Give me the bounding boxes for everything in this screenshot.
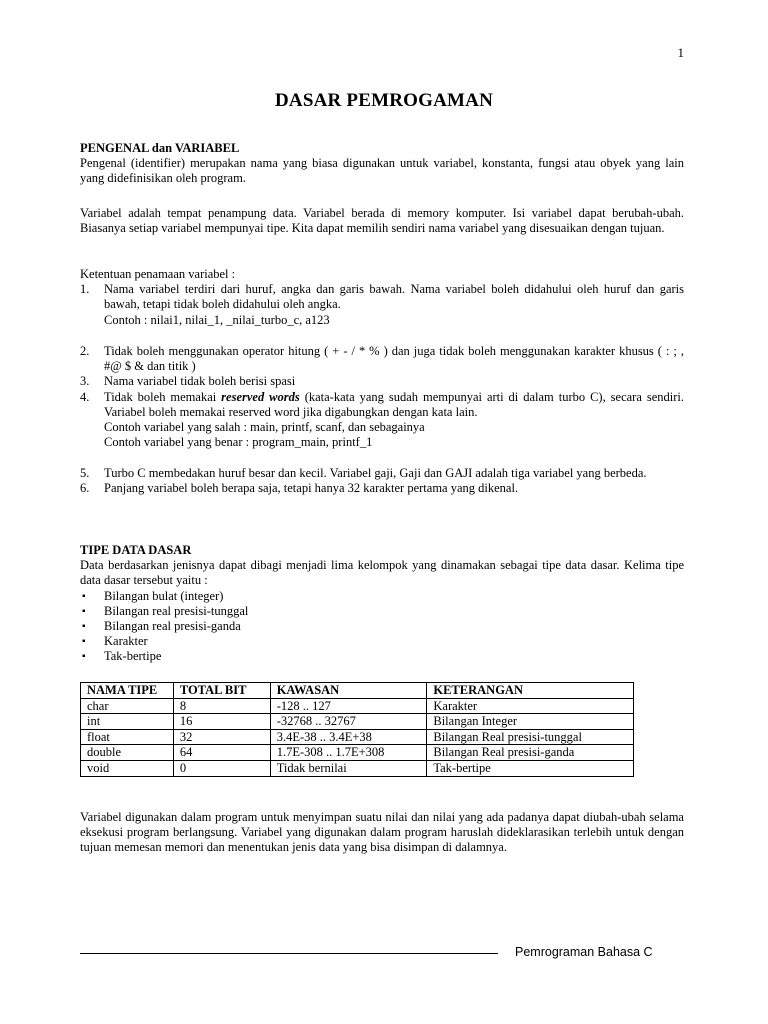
rules-intro: Ketentuan penamaan variabel : [80,267,236,281]
list-item: 4. Tidak boleh memakai reserved words (kata-kata yang sudah mempunyai arti di dalam turbo C), secara sendiri. Variabel boleh memakai reserved word jika digabungkan dengan kata lain. Contoh variabel yang salah : main, printf, scanf, dan sebagainya Contoh variabel yang benar : program_main, printf_1 [80,389,684,450]
list-item: ▪ Karakter [82,634,148,649]
column-header: TOTAL BIT [173,683,270,699]
bullet-icon: ▪ [82,651,86,663]
reserved-words-emphasis: reserved words [221,389,300,404]
list-item: ▪ Bilangan real presisi-ganda [82,619,241,634]
list-item: 6. Panjang variabel boleh berapa saja, tetapi hanya 32 karakter pertama yang dikenal. [80,481,519,496]
paragraph-variabel: Variabel adalah tempat penampung data. Variabel berada di memory komputer. Isi variabel dapat berubah-ubah. Biasanya setiap variabel mempunyai tipe. Kita dapat memilih sendiri nama variabel yang disesuaikan dengan tujuan. [80,206,684,236]
bullet-icon: ▪ [82,636,86,648]
list-item: 3. Nama variabel tidak boleh berisi spasi [80,374,296,389]
page-title: DASAR PEMROGAMAN [275,90,493,111]
bullet-icon: ▪ [82,590,86,602]
list-item: 1. Nama variabel terdiri dari huruf, angka dan garis bawah. Nama variabel boleh didahului oleh huruf dan garis bawah, tetapi tidak boleh didahului oleh angka. Contoh : nilai1, nilai_1, _nilai_turbo_c, a123 [80,282,684,327]
section-heading: PENGENAL dan VARIABEL [80,141,240,155]
rules-list-end [80,466,684,496]
table-row: void 0 Tidak bernilai Tak-bertipe [81,760,634,776]
list-item: ▪ Bilangan real presisi-tunggal [82,603,249,618]
table-row: int 16 -32768 .. 32767 Bilangan Integer [81,714,634,730]
bullet-icon: ▪ [82,621,86,633]
section-tipe-data [80,543,684,665]
paragraph-pengenal: Pengenal (identifier) merupakan nama yang biasa digunakan untuk variabel, konstanta, fungsi atau obyek yang lain yang didefinisikan oleh program. [80,156,684,186]
table-header-row [81,683,634,699]
table-row: double 64 1.7E-308 .. 1.7E+308 Bilangan Real presisi-ganda [81,745,634,761]
table-row: float 32 3.4E-38 .. 3.4E+38 Bilangan Real presisi-tunggal [81,729,634,745]
bullet-icon: ▪ [82,605,86,617]
column-header: NAMA TIPE [81,683,174,699]
footer-title: Pemrograman Bahasa C [515,945,653,959]
section-pengenal-variabel [80,141,684,187]
table-row: char 8 -128 .. 127 Karakter [81,698,634,714]
column-header: KETERANGAN [427,683,634,699]
list-item: 5. Turbo C membedakan huruf besar dan kecil. Variabel gaji, Gaji dan GAJI adalah tiga variabel yang berbeda. [80,466,647,480]
bullet-list [80,589,684,665]
data-type-table [80,682,634,777]
list-item: ▪ Bilangan bulat (integer) [82,588,224,603]
list-item: 2. Tidak boleh menggunakan operator hitung ( + - / * % ) dan juga tidak boleh menggunakan karakter khusus ( : ; , #@ $ & dan titik ) [80,344,684,374]
paragraph-variabel-usage: Variabel digunakan dalam program untuk menyimpan suatu nilai dan nilai yang ada padanya dapat diubah-ubah selama eksekusi program berlangsung. Variabel yang digunakan dalam program haruslah dideklarasikan terlebih untuk dengan tujuan memesan memori dan menentukan jenis data yang bisa disimpan di dalamnya. [80,810,684,855]
paragraph-tipe-data: Data berdasarkan jenisnya dapat dibagi menjadi lima kelompok yang dinamakan sebagai tipe data dasar. Kelima tipe data dasar tersebut yaitu : [80,558,684,588]
page-number: 1 [677,45,684,60]
list-item: ▪ Tak-bertipe [82,649,162,664]
rules-list-continued [80,344,684,450]
section-heading: TIPE DATA DASAR [80,543,192,557]
column-header: KAWASAN [270,683,427,699]
footer-divider [80,953,498,954]
rules-list [80,282,684,328]
